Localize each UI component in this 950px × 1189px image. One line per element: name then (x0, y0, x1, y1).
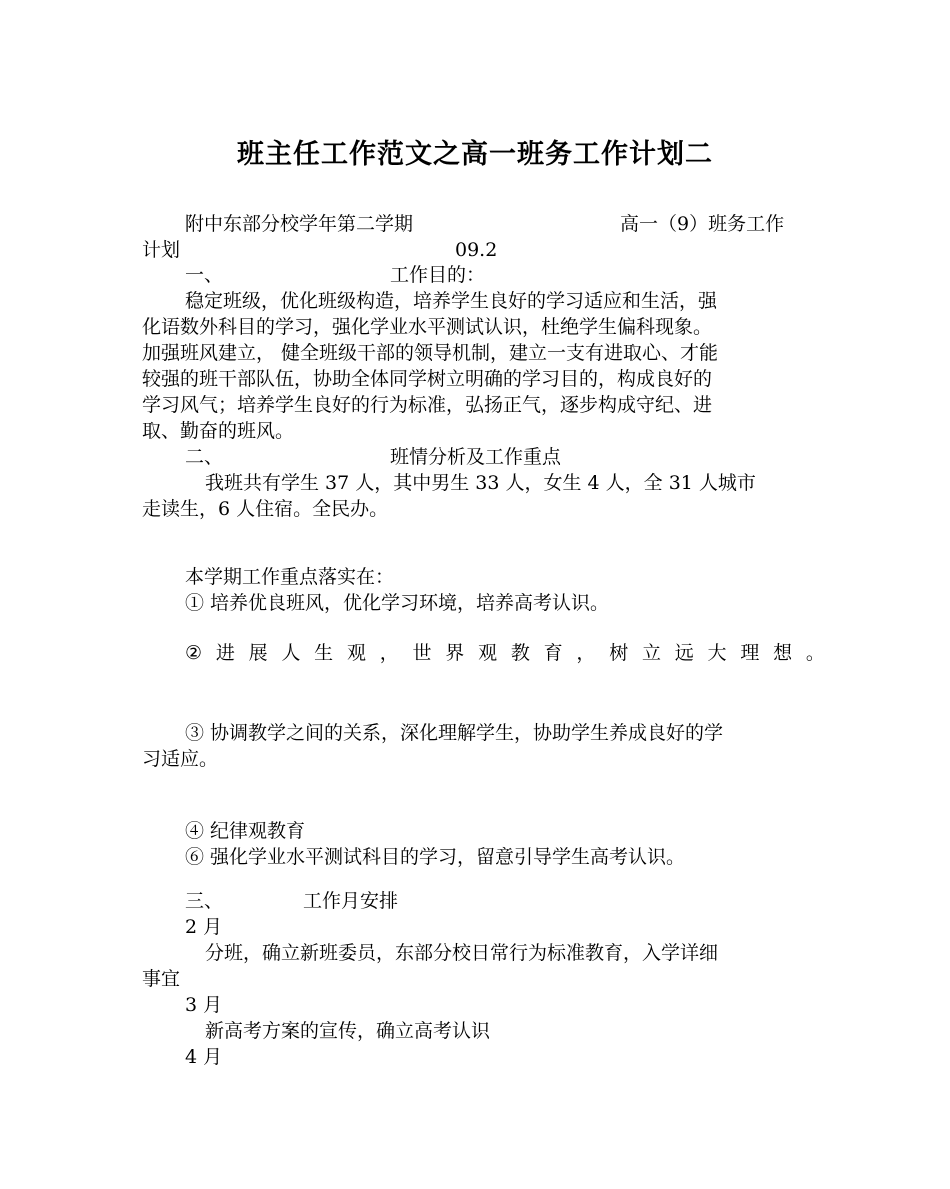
month-text-feb-cont: 事宜 (142, 968, 181, 990)
paragraph-line: 取、勤奋的班风。 (142, 420, 295, 442)
focus-item-2 (185, 640, 825, 666)
focus-item-2-char: 大 (707, 642, 727, 664)
paragraph-line: 稳定班级，优化班级构造，培养学生良好的学习适应和生活，强 (185, 290, 718, 312)
focus-item-2-char: 观 (478, 642, 498, 664)
focus-item-2-char: 进 (215, 642, 235, 664)
section-3-title: 工作月安排 (303, 890, 399, 912)
focus-item-2-char: 观 (346, 642, 366, 664)
focus-item-2-char: 展 (248, 642, 268, 664)
focus-item-2-char: ， (576, 642, 596, 664)
focus-item-2-char: 世 (412, 642, 432, 664)
focus-item-2-char: ， (379, 642, 399, 664)
section-2-title: 班情分析及工作重点 (390, 446, 562, 468)
focus-item-2-char: 界 (445, 642, 465, 664)
section-1-title: 工作目的： (390, 264, 486, 286)
paragraph-line: 我班共有学生 37 人，其中男生 33 人，女生 4 人，全 31 人城市 (205, 472, 756, 494)
focus-item-2-char: 教 (510, 642, 530, 664)
paragraph-line: 学习风气；培养学生良好的行为标准，弘扬正气，逐步构成守纪、进 (142, 394, 713, 416)
focus-intro: 本学期工作重点落实在： (185, 566, 395, 588)
focus-item-2-char: ② (185, 642, 203, 664)
focus-item-1: ① 培养优良班风，优化学习环境，培养高考认识。 (185, 592, 610, 614)
focus-item-2-char: 育 (543, 642, 563, 664)
focus-item-2-char: 远 (674, 642, 694, 664)
class-plan-heading: 高一（9）班务工作 (620, 213, 785, 235)
month-text-mar: 新高考方案的宣传，确立高考认识 (205, 1020, 491, 1042)
focus-item-2-char: 。 (805, 642, 825, 664)
focus-item-2-char: 想 (773, 642, 793, 664)
focus-item-2-char: 生 (314, 642, 334, 664)
focus-item-3: ③ 协调教学之间的关系，深化理解学生，协助学生养成良好的学 (185, 722, 724, 744)
school-term-text: 附中东部分校学年第二学期 (185, 213, 414, 235)
section-1-number: 一、 (185, 264, 224, 286)
focus-item-2-char: 人 (281, 642, 301, 664)
section-3-number: 三、 (185, 890, 224, 912)
class-plan-heading-cont: 计划 (142, 239, 181, 261)
paragraph-line: 加强班风建立， 健全班级干部的领导机制，建立一支有进取心、才能 (142, 342, 719, 364)
focus-item-2-char: 理 (740, 642, 760, 664)
focus-item-2-char: 立 (641, 642, 661, 664)
paragraph-line: 化语数外科目的学习，强化学业水平测试认识，杜绝学生偏科现象。 (142, 316, 713, 338)
plan-date: 09.2 (455, 239, 498, 261)
paragraph-line: 走读生，6 人住宿。全民办。 (142, 498, 389, 520)
paragraph-line: 较强的班干部队伍，协助全体同学树立明确的学习目的，构成良好的 (142, 368, 713, 390)
month-label-apr: 4 月 (185, 1046, 223, 1068)
section-2-number: 二、 (185, 446, 224, 468)
document-title: 班主任工作范文之高一班务工作计划二 (237, 139, 713, 170)
month-label-mar: 3 月 (185, 994, 223, 1016)
focus-item-2-char: 树 (609, 642, 629, 664)
focus-item-3-cont: 习适应。 (142, 748, 219, 770)
month-text-feb: 分班，确立新班委员，东部分校日常行为标准教育，入学详细 (205, 942, 719, 964)
month-label-feb: 2 月 (185, 916, 223, 938)
focus-item-4: ④ 纪律观教育 (185, 820, 306, 842)
focus-item-6: ⑥ 强化学业水平测试科目的学习，留意引导学生高考认识。 (185, 846, 686, 868)
